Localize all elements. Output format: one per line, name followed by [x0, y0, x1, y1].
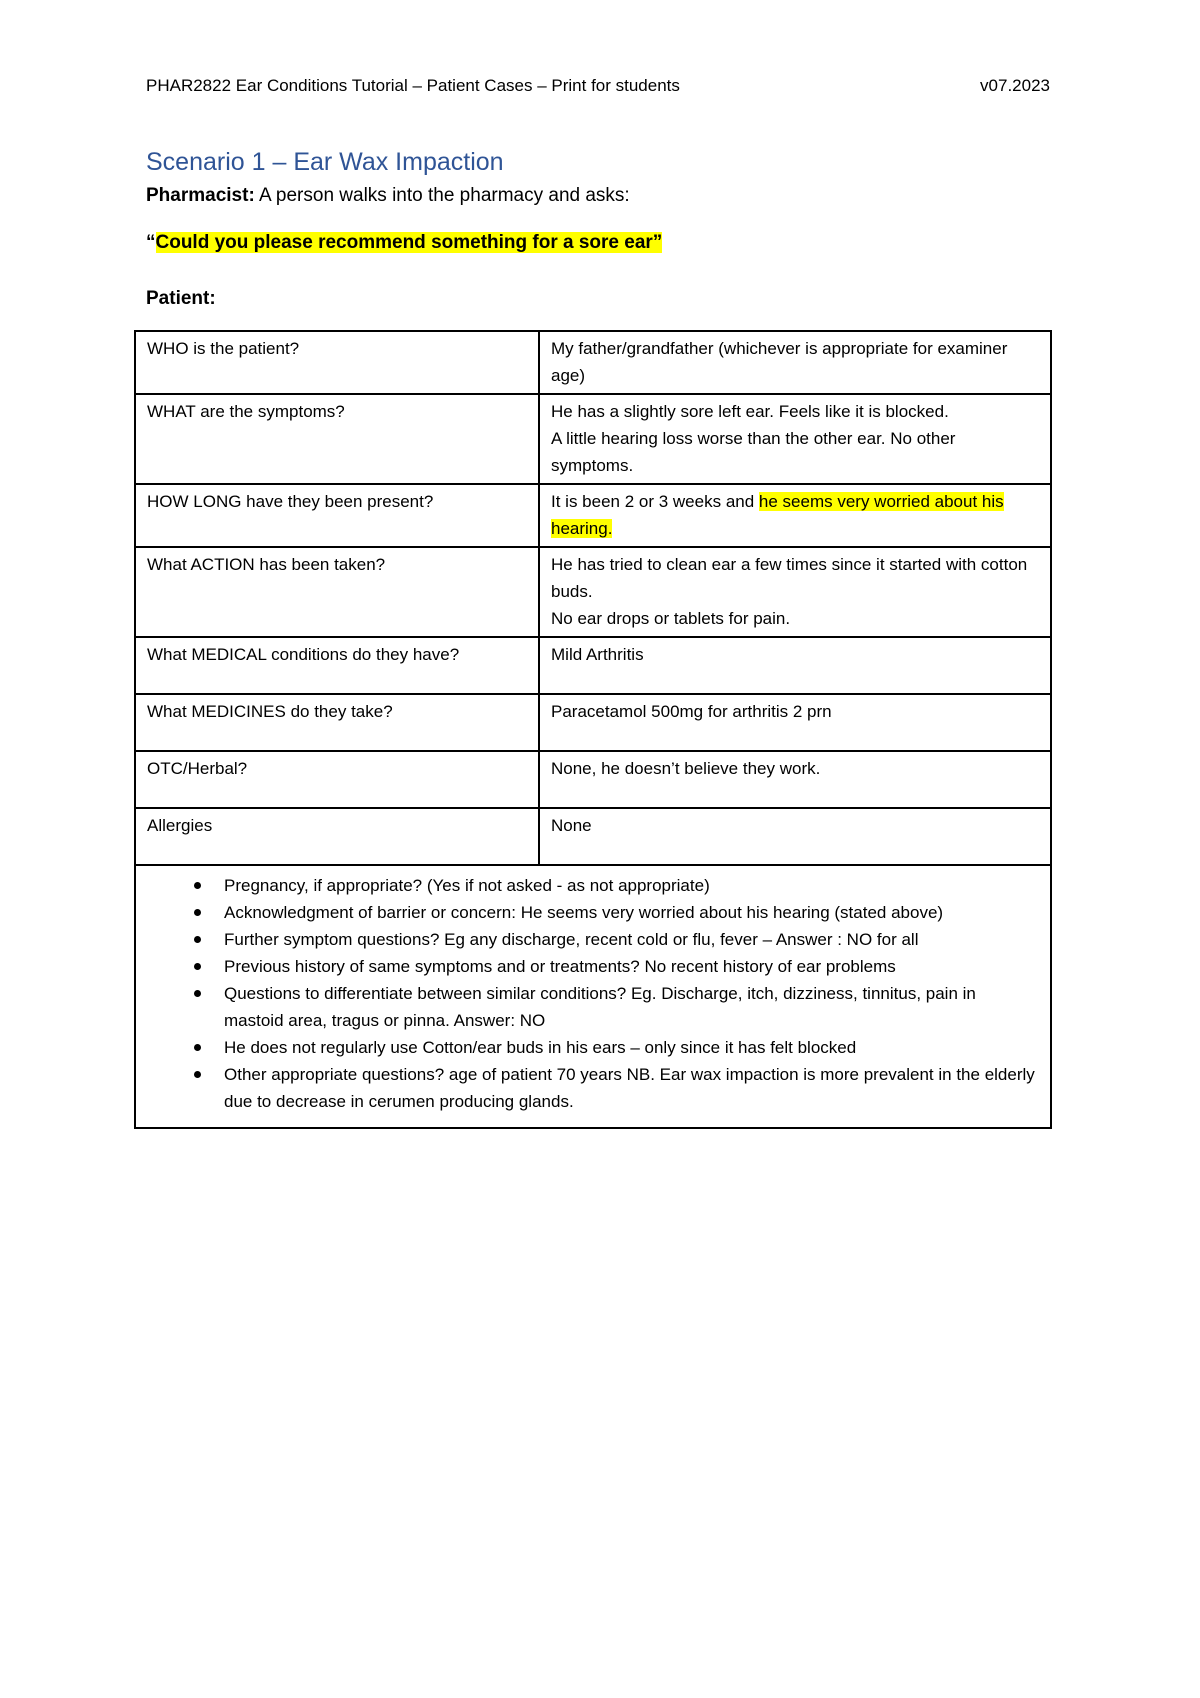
patient-label: Patient: [146, 288, 216, 309]
table-row [135, 331, 1051, 394]
answer-cell: None [539, 808, 1051, 865]
quote-open-mark: “ [146, 232, 156, 253]
list-item: He does not regularly use Cotton/ear buds in his ears – only since it has felt blocked [224, 1034, 1040, 1061]
answer-cell [539, 547, 1051, 637]
answer-highlighted-text: he seems very worried about his hearing. [551, 492, 1004, 538]
page-header [146, 76, 1050, 96]
list-item: Previous history of same symptoms and or treatments? No recent history of ear problems [224, 953, 1040, 980]
question-cell: What MEDICAL conditions do they have? [135, 637, 539, 694]
answer-line: He has a slightly sore left ear. Feels like it is blocked. [551, 402, 949, 421]
pharmacist-label: Pharmacist: [146, 185, 255, 206]
question-cell: What MEDICINES do they take? [135, 694, 539, 751]
pharmacist-text: A person walks into the pharmacy and asks: [254, 185, 630, 206]
answer-cell [539, 394, 1051, 484]
answer-line: A little hearing loss worse than the other ear. No other symptoms. [551, 429, 956, 475]
answer-cell: Mild Arthritis [539, 637, 1051, 694]
answer-line: He has tried to clean ear a few times since it started with cotton buds. [551, 555, 1028, 601]
pharmacist-intro [146, 185, 630, 207]
question-cell: WHO is the patient? [135, 331, 539, 394]
list-item: Acknowledgment of barrier or concern: He seems very worried about his hearing (stated above) [224, 899, 1040, 926]
quote-text-highlighted: Could you please recommend something for a sore ear” [155, 232, 663, 253]
answer-line: No ear drops or tablets for pain. [551, 609, 791, 628]
table-row [135, 547, 1051, 637]
patient-quote [146, 232, 662, 254]
table-row [135, 694, 1051, 751]
question-cell: WHAT are the symptoms? [135, 394, 539, 484]
further-questions-cell [135, 865, 1051, 1128]
header-document-title: PHAR2822 Ear Conditions Tutorial – Patient Cases – Print for students [146, 76, 680, 95]
answer-cell: Paracetamol 500mg for arthritis 2 prn [539, 694, 1051, 751]
table-row-bullets [135, 865, 1051, 1128]
question-cell: OTC/Herbal? [135, 751, 539, 808]
further-questions-list [147, 872, 1040, 1115]
answer-cell: My father/grandfather (whichever is appropriate for examiner age) [539, 331, 1051, 394]
patient-case-table [134, 330, 1052, 1129]
header-version: v07.2023 [980, 76, 1050, 95]
list-item: Further symptom questions? Eg any discharge, recent cold or flu, fever – Answer : NO for all [224, 926, 1040, 953]
question-cell: Allergies [135, 808, 539, 865]
table-row [135, 808, 1051, 865]
list-item: Questions to differentiate between similar conditions? Eg. Discharge, itch, dizziness, tinnitus, pain in mastoid area, tragus or pinna. Answer: NO [224, 980, 1040, 1034]
question-cell: HOW LONG have they been present? [135, 484, 539, 547]
list-item: Other appropriate questions? age of patient 70 years NB. Ear wax impaction is more prevalent in the elderly due to decrease in cerumen producing glands. [224, 1061, 1040, 1115]
question-cell: What ACTION has been taken? [135, 547, 539, 637]
answer-text: It is been 2 or 3 weeks and [551, 492, 759, 511]
table-row [135, 394, 1051, 484]
scenario-title: Scenario 1 – Ear Wax Impaction [146, 148, 504, 176]
table-row [135, 637, 1051, 694]
answer-cell [539, 484, 1051, 547]
table-row [135, 484, 1051, 547]
table-row [135, 751, 1051, 808]
answer-cell: None, he doesn’t believe they work. [539, 751, 1051, 808]
list-item: Pregnancy, if appropriate? (Yes if not asked - as not appropriate) [224, 872, 1040, 899]
